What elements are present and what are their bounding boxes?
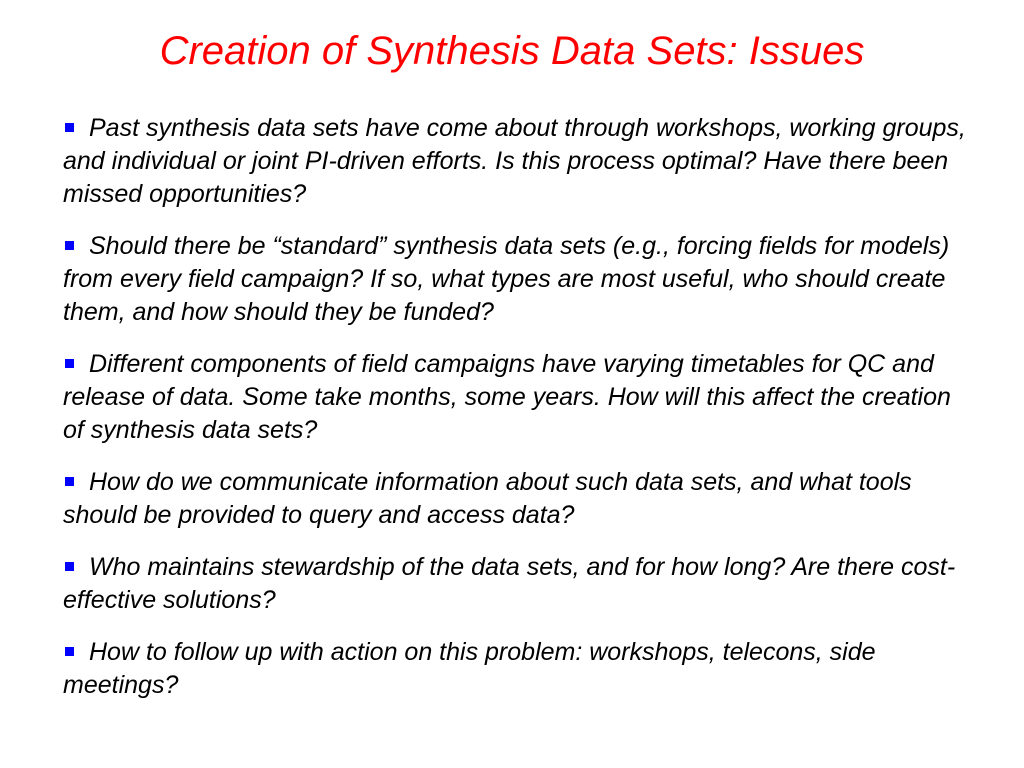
bullet-item [63,551,968,617]
bullet-text: Past synthesis data sets have come about through workshops, working groups, and individual or joint PI-driven efforts. Is this process optimal? Have there been missed opportunities? [63,114,966,208]
square-bullet-icon [65,241,74,250]
square-bullet-icon [65,477,74,486]
square-bullet-icon [65,123,74,132]
bullet-list [63,112,968,721]
bullet-item [63,112,968,211]
square-bullet-icon [65,359,74,368]
square-bullet-icon [65,562,74,571]
bullet-text: How do we communicate information about such data sets, and what tools should be provided to query and access data? [63,468,912,529]
bullet-item [63,230,968,329]
bullet-text: How to follow up with action on this problem: workshops, telecons, side meetings? [63,638,876,699]
bullet-text: Should there be “standard” synthesis data sets (e.g., forcing fields for models) from every field campaign? If so, what types are most useful, who should create them, and how should they be funded? [63,232,950,326]
bullet-item [63,636,968,702]
slide-title: Creation of Synthesis Data Sets: Issues [159,29,865,73]
square-bullet-icon [65,647,74,656]
bullet-item [63,466,968,532]
bullet-text: Who maintains stewardship of the data sets, and for how long? Are there cost-effective solutions? [63,553,956,614]
bullet-text: Different components of field campaigns have varying timetables for QC and release of data. Some take months, some years. How will this affect the creation of synthesis data sets? [63,350,951,444]
bullet-item [63,348,968,447]
